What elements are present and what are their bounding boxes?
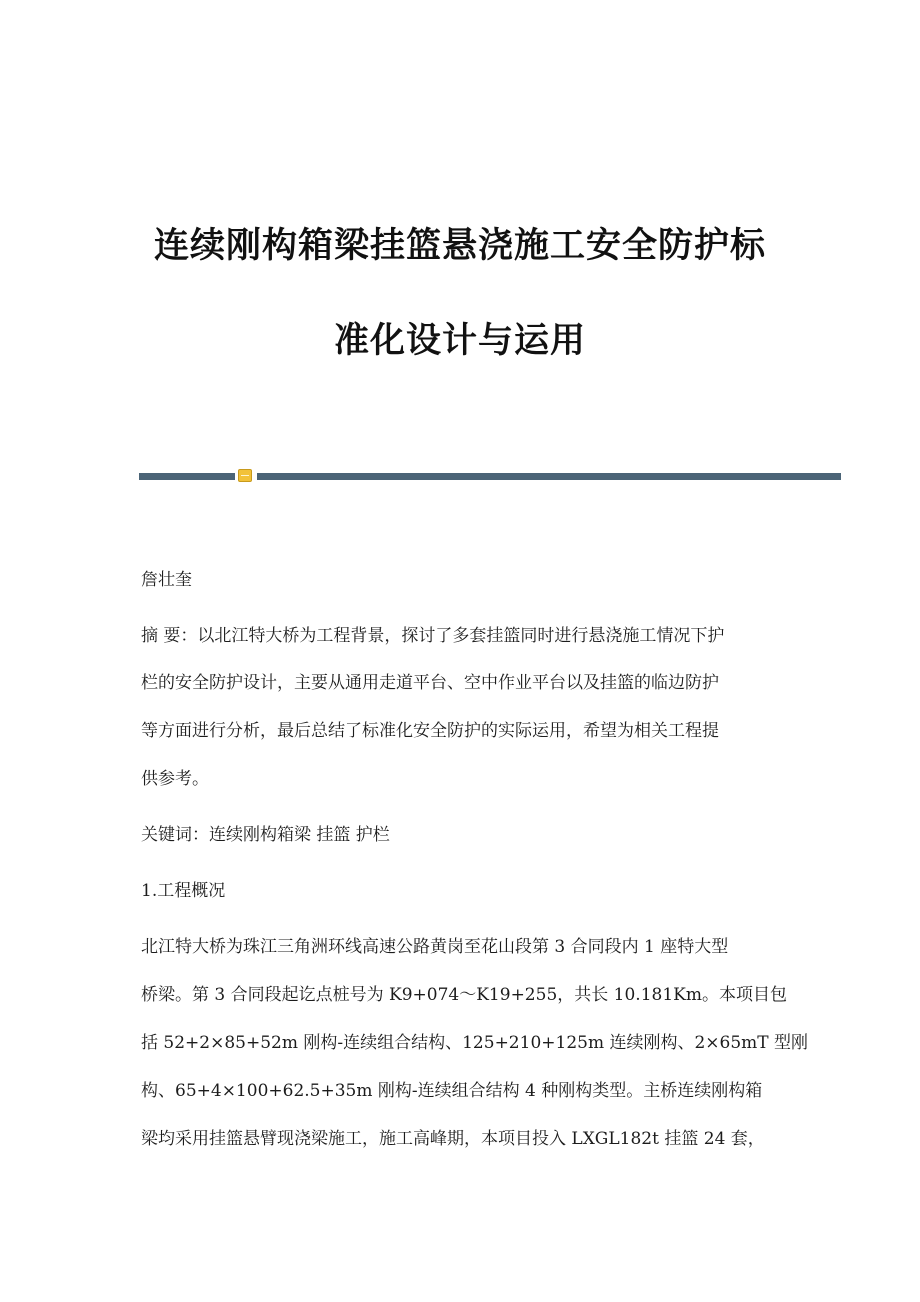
abstract-line: 摘 要：以北江特大桥为工程背景，探讨了多套挂篮同时进行悬浇施工情况下护 <box>141 626 725 646</box>
document-title-line-2: 准化设计与运用 <box>333 321 586 361</box>
section-heading: 1.工程概况 <box>141 881 226 901</box>
title-divider <box>139 469 841 483</box>
body-line: 梁均采用挂篮悬臂现浇梁施工，施工高峰期，本项目投入 LXGL182t 挂篮 24 套， <box>141 1129 765 1149</box>
abstract-line: 供参考。 <box>141 769 209 789</box>
divider-bar-left <box>139 473 235 480</box>
body-line: 构、65+4×100+62.5+35m 刚构-连续组合结构 4 种刚构类型。主桥连续刚构箱 <box>141 1081 763 1101</box>
body-line: 桥梁。第 3 合同段起讫点桩号为 K9+074～K19+255，共长 10.181Km。本项目包 <box>141 985 787 1005</box>
abstract-line: 等方面进行分析，最后总结了标准化安全防护的实际运用，希望为相关工程提 <box>141 721 719 741</box>
abstract-line: 栏的安全防护设计，主要从通用走道平台、空中作业平台以及挂篮的临边防护 <box>141 673 719 693</box>
divider-emblem-icon <box>238 469 252 482</box>
document-title-line-1: 连续刚构箱梁挂篮悬浇施工安全防护标 <box>153 226 766 266</box>
body-line: 北江特大桥为珠江三角洲环线高速公路黄岗至花山段第 3 合同段内 1 座特大型 <box>141 937 729 957</box>
body-line: 括 52+2×85+52m 刚构-连续组合结构、125+210+125m 连续刚构、2×65mT 型刚 <box>141 1033 809 1053</box>
divider-bar-right <box>257 473 841 480</box>
author-name: 詹壮奎 <box>141 570 192 590</box>
keywords-line: 关键词：连续刚构箱梁 挂篮 护栏 <box>141 825 390 845</box>
